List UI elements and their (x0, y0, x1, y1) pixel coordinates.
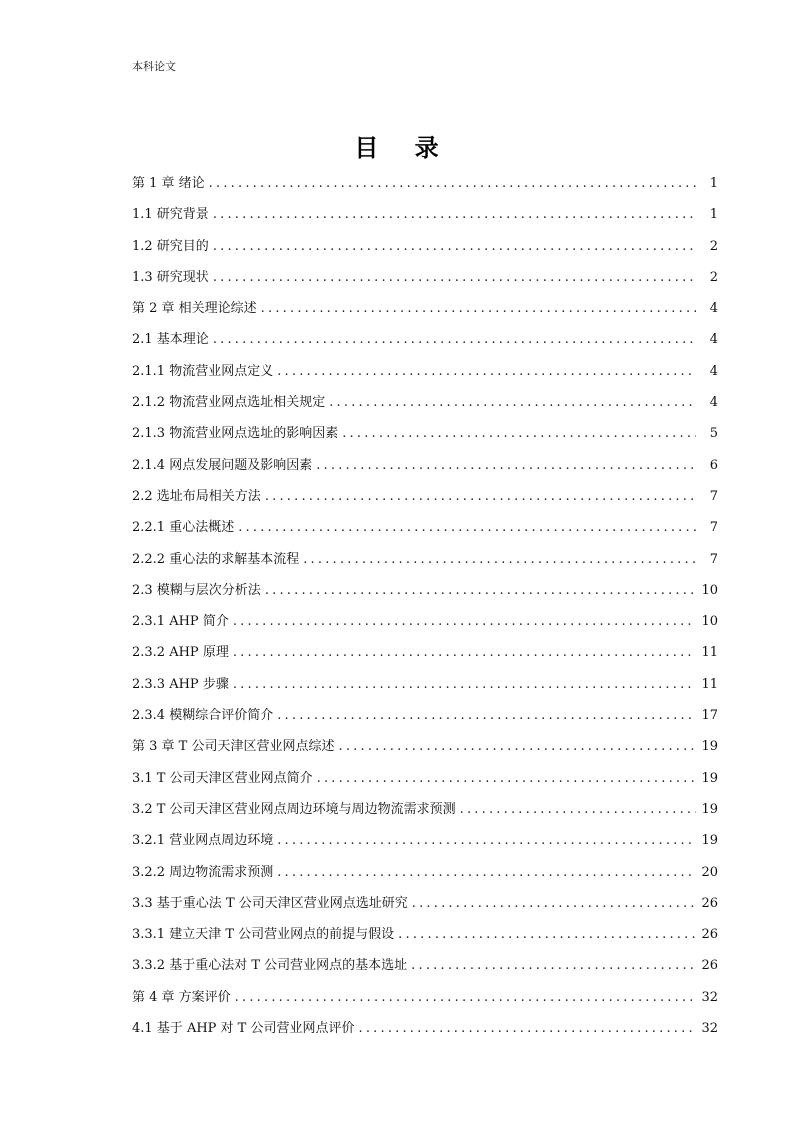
toc-entry-page-number: 11 (701, 676, 718, 692)
toc-entry-label: 2.2 选址布局相关方法 (132, 488, 261, 504)
toc-entry[interactable] (132, 1013, 718, 1044)
toc-entry[interactable] (132, 950, 718, 981)
toc-entry[interactable] (132, 356, 718, 387)
toc-leader-dots (412, 888, 696, 919)
toc-entry[interactable] (132, 637, 718, 668)
toc-entry-page-number: 19 (701, 801, 718, 817)
toc-entry-page-number: 7 (709, 520, 718, 536)
toc-entry-label: 3.2.2 周边物流需求预测 (132, 864, 274, 880)
running-header: 本科论文 (132, 60, 176, 73)
toc-entry-label: 2.3.1 AHP 简介 (132, 614, 229, 630)
toc-leader-dots (277, 825, 696, 856)
toc-leader-dots (233, 669, 696, 700)
toc-entry-label: 3.2 T 公司天津区营业网点周边环境与周边物流需求预测 (132, 801, 456, 817)
toc-leader-dots (233, 606, 696, 637)
page-title: 目 录 (354, 134, 453, 162)
toc-entry[interactable] (132, 982, 718, 1013)
toc-leader-dots (238, 512, 696, 543)
toc-entry-page-number: 26 (701, 927, 718, 943)
toc-entry-label: 2.1.4 网点发展问题及影响因素 (132, 457, 313, 473)
toc-leader-dots (316, 450, 696, 481)
toc-leader-dots (265, 481, 696, 512)
toc-entry-page-number: 4 (709, 301, 718, 317)
toc-entry-label: 1.1 研究背景 (132, 207, 209, 223)
toc-entry-label: 第 2 章 相关理论综述 (132, 301, 257, 317)
toc-entry-label: 3.3.2 基于重心法对 T 公司营业网点的基本选址 (132, 958, 408, 974)
toc-entry-page-number: 7 (709, 488, 718, 504)
toc-entry-page-number: 1 (709, 176, 718, 191)
toc-entry[interactable] (132, 575, 718, 606)
toc-entry-page-number: 2 (709, 269, 718, 285)
toc-leader-dots (342, 418, 696, 449)
toc-leader-dots (209, 168, 696, 199)
toc-entry-label: 4.1 基于 AHP 对 T 公司营业网点评价 (132, 1021, 355, 1037)
toc-entry[interactable] (132, 700, 718, 731)
toc-entry[interactable] (132, 669, 718, 700)
toc-entry-label: 2.3.3 AHP 步骤 (132, 676, 229, 692)
toc-entry[interactable] (132, 293, 718, 324)
toc-entry-label: 2.2.2 重心法的求解基本流程 (132, 551, 300, 567)
toc-leader-dots (460, 794, 696, 825)
toc-entry[interactable] (132, 857, 718, 888)
toc-entry[interactable] (132, 794, 718, 825)
toc-entry-page-number: 1 (709, 207, 718, 223)
toc-entry-label: 2.3.4 模糊综合评价简介 (132, 708, 274, 724)
toc-entry-label: 第 1 章 绪论 (132, 176, 205, 191)
toc-entry-page-number: 2 (709, 238, 718, 254)
toc-entry[interactable] (132, 512, 718, 543)
toc-entry[interactable] (132, 606, 718, 637)
toc-leader-dots (398, 919, 696, 950)
toc-entry-page-number: 26 (701, 895, 718, 911)
toc-entry[interactable] (132, 888, 718, 919)
toc-entry-label: 1.2 研究目的 (132, 238, 209, 254)
toc-entry-label: 第 4 章 方案评价 (132, 989, 231, 1005)
toc-leader-dots (265, 575, 696, 606)
toc-entry-label: 2.1 基本理论 (132, 332, 209, 348)
toc-leader-dots (329, 387, 696, 418)
toc-leader-dots (233, 637, 696, 668)
toc-leader-dots (235, 982, 696, 1013)
toc-entry-page-number: 4 (709, 363, 718, 379)
toc-leader-dots (213, 199, 696, 230)
toc-leader-dots (277, 700, 696, 731)
toc-entry[interactable] (132, 418, 718, 449)
toc-entry-label: 2.2.1 重心法概述 (132, 520, 235, 536)
toc-entry-label: 3.1 T 公司天津区营业网点简介 (132, 770, 313, 786)
toc-leader-dots (277, 356, 696, 387)
toc-entry[interactable] (132, 919, 718, 950)
toc-entry-label: 3.3 基于重心法 T 公司天津区营业网点选址研究 (132, 895, 408, 911)
toc-leader-dots (303, 544, 696, 575)
toc-entry[interactable] (132, 731, 718, 762)
toc-leader-dots (213, 231, 696, 262)
toc-entry-page-number: 5 (709, 426, 718, 442)
toc-leader-dots (338, 731, 696, 762)
toc-entry[interactable] (132, 544, 718, 575)
toc-leader-dots (358, 1013, 696, 1044)
toc-entry-label: 2.3 模糊与层次分析法 (132, 582, 261, 598)
toc-entry[interactable] (132, 450, 718, 481)
toc-entry-page-number: 17 (701, 708, 718, 724)
toc-entry-page-number: 19 (701, 833, 718, 849)
toc-entry-page-number: 10 (701, 614, 718, 630)
toc-entry-page-number: 19 (701, 739, 718, 755)
toc-entry-page-number: 32 (701, 1021, 718, 1037)
toc-entry[interactable] (132, 825, 718, 856)
toc-leader-dots (277, 857, 696, 888)
toc-entry-page-number: 10 (701, 582, 718, 598)
toc-entry[interactable] (132, 387, 718, 418)
toc-entry-label: 2.3.2 AHP 原理 (132, 645, 229, 661)
toc-entry-label: 1.3 研究现状 (132, 269, 209, 285)
toc-leader-dots (317, 763, 696, 794)
toc-entry-label: 第 3 章 T 公司天津区营业网点综述 (132, 739, 335, 755)
toc-entry-label: 2.1.1 物流营业网点定义 (132, 363, 274, 379)
toc-entry-page-number: 20 (701, 864, 718, 880)
toc-entry[interactable] (132, 262, 718, 293)
toc-leader-dots (213, 262, 696, 293)
toc-entry-page-number: 6 (709, 457, 718, 473)
toc-leader-dots (261, 293, 696, 324)
toc-leader-dots (213, 324, 696, 355)
toc-entry[interactable] (132, 763, 718, 794)
toc-entry-label: 3.3.1 建立天津 T 公司营业网点的前提与假设 (132, 927, 395, 943)
toc-entry[interactable] (132, 199, 718, 230)
toc-entry[interactable] (132, 231, 718, 262)
toc-entry[interactable] (132, 324, 718, 355)
table-of-contents (132, 168, 718, 1044)
toc-entry-page-number: 26 (701, 958, 718, 974)
toc-entry[interactable] (132, 168, 718, 199)
toc-entry-label: 2.1.3 物流营业网点选址的影响因素 (132, 426, 339, 442)
toc-entry-page-number: 4 (709, 332, 718, 348)
toc-leader-dots (411, 950, 696, 981)
toc-entry[interactable] (132, 481, 718, 512)
toc-entry-page-number: 32 (701, 989, 718, 1005)
toc-entry-label: 2.1.2 物流营业网点选址相关规定 (132, 395, 326, 411)
toc-entry-page-number: 4 (709, 395, 718, 411)
toc-entry-page-number: 19 (701, 770, 718, 786)
toc-entry-label: 3.2.1 营业网点周边环境 (132, 833, 274, 849)
toc-entry-page-number: 7 (709, 551, 718, 567)
toc-entry-page-number: 11 (701, 645, 718, 661)
